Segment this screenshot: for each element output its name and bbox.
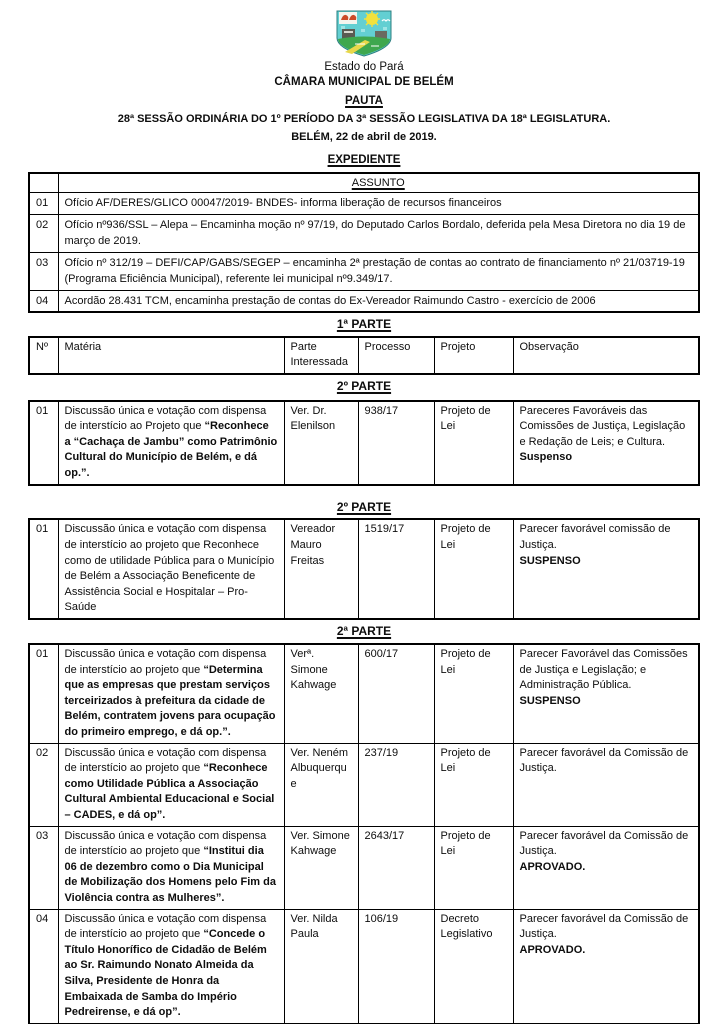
materia-emphasis: “Reconhece a “Cachaça de Jambu” como Patrimônio Cultural do Município de Belém, e dá op.”. [64, 420, 278, 480]
observacao-cell [513, 401, 699, 485]
projeto-cell: Projeto de Lei [434, 644, 513, 743]
processo-cell: 2643/17 [358, 826, 434, 909]
expediente-header-num-cell [29, 173, 58, 193]
processo-cell: 106/19 [358, 909, 434, 1024]
expediente-heading: EXPEDIENTE [327, 153, 401, 166]
parte-interessada-cell: Ver. Nilda Paula [284, 909, 358, 1024]
col-header-observacao: Observação [513, 337, 699, 374]
observacao-text: Parecer favorável da Comissão de Justiça. [519, 829, 689, 858]
parte-interessada-cell: Verª. Simone Kahwage [284, 644, 358, 743]
observacao-text: Parecer favorável da Comissão de Justiça. [519, 746, 689, 775]
processo-cell: 237/19 [358, 743, 434, 826]
status-text: SUSPENSO [519, 694, 581, 707]
expediente-row-number: 01 [29, 193, 58, 215]
expediente-row-number: 03 [29, 252, 58, 290]
observacao-cell [513, 909, 699, 1024]
agenda-row [29, 644, 699, 743]
parte-interessada-cell: Ver. Neném Albuquerque [284, 743, 358, 826]
parte2-table-2 [28, 518, 700, 620]
materia-emphasis: “Concede o Título Honorífico de Cidadão de Belém ao Sr. Raimundo Nonato Almeida da Silva, Presidente de Honra da Embaixada de Samba do Império Pedreirense, e dá op”. [64, 928, 267, 1019]
expediente-row [29, 252, 699, 290]
col-header-projeto: Projeto [434, 337, 513, 374]
materia-text: Discussão única e votação com dispensa de interstício ao projeto que [64, 829, 267, 858]
observacao-cell [513, 519, 699, 619]
parte2-table-1 [28, 400, 700, 486]
expediente-row-text: Ofício nº 312/19 – DEFI/CAP/GABS/SEGEP – encaminha 2ª prestação de contas ao contrato de financiamento nº 21/03719-19 (Programa Eficiência Municipal), referente lei municipal nº9.349/17. [58, 252, 699, 290]
crest-checker-2 [361, 29, 365, 32]
observacao-cell [513, 644, 699, 743]
materia-cell [58, 909, 284, 1024]
crest-building-windows [344, 31, 353, 33]
status-text: APROVADO. [519, 860, 586, 873]
expediente-row-text: Acordão 28.431 TCM, encaminha prestação de contas do Ex-Vereador Raimundo Castro - exercício de 2006 [58, 290, 699, 312]
col-header-parte-interessada: Parte Interessada [284, 337, 358, 374]
crest-sun-rays [364, 11, 380, 27]
status-text: Suspenso [519, 451, 573, 464]
materia-cell [58, 743, 284, 826]
projeto-cell: Projeto de Lei [434, 401, 513, 485]
observacao-text: Parecer favorável da Comissão de Justiça. [519, 912, 689, 941]
parte-interessada-cell: Ver. Dr. Elenilson [284, 401, 358, 485]
observacao-text: Pareceres Favoráveis das Comissões de Justiça, Legislação e Redação de Leis; e Cultura. [519, 404, 686, 448]
observacao-text: Parecer favorável comissão de Justiça. [519, 523, 671, 552]
row-number: 01 [29, 519, 58, 619]
belem-coat-of-arms-icon [335, 10, 393, 57]
status-text: SUSPENSO [519, 554, 581, 567]
row-number: 04 [29, 909, 58, 1024]
section-title: 2º PARTE [336, 378, 392, 393]
agenda-row [29, 909, 699, 1024]
processo-cell: 1519/17 [358, 519, 434, 619]
materia-emphasis: “Determina que as empresas que prestam serviços terceirizados à prefeitura da cidade de Belém, contratem jovens para ocupação do primeiro emprego, e dá op.”. [64, 663, 276, 738]
state-name: Estado do Pará [324, 61, 404, 73]
projeto-cell: Projeto de Lei [434, 826, 513, 909]
session-line: 28ª SESSÃO ORDINÁRIA DO 1º PERÍODO DA 3ª SESSÃO LEGISLATIVA DA 18ª LEGISLATURA. [117, 112, 611, 125]
date-line: BELÉM, 22 de abril de 2019. [291, 131, 437, 144]
processo-cell: 938/17 [358, 401, 434, 485]
projeto-cell: Decreto Legislativo [434, 909, 513, 1024]
processo-cell: 600/17 [358, 644, 434, 743]
materia-emphasis: “Reconhece como Utilidade Pública a Associação Cultural Ambiental Educacional e Social – CADES, e dá op”. [64, 762, 275, 821]
row-number: 01 [29, 401, 58, 485]
expediente-row [29, 214, 699, 252]
document-title: PAUTA [345, 94, 383, 107]
document-header [28, 10, 700, 168]
row-number: 02 [29, 743, 58, 826]
col-header-numero: Nº [29, 337, 58, 374]
expediente-row [29, 290, 699, 312]
col-header-processo: Processo [358, 337, 434, 374]
materia-text: Discussão única e votação com dispensa de interstício ao Projeto que [64, 404, 267, 433]
agenda-row [29, 401, 699, 485]
materia-cell [58, 519, 284, 619]
expediente-row-number: 02 [29, 214, 58, 252]
parte1-title: 1ª PARTE [336, 317, 392, 332]
observacao-cell [513, 743, 699, 826]
row-number: 01 [29, 644, 58, 743]
row-number: 03 [29, 826, 58, 909]
parte2-table-3 [28, 643, 700, 1024]
materia-text: Discussão única e votação com dispensa de interstício ao projeto que Reconhece como de utilidade Pública para o Município de Belém a Associação Beneficente de Assistência Social e Hospitalar – Pro-Saúde [64, 523, 275, 614]
materia-text: Discussão única e votação com dispensa de interstício ao projeto que [64, 912, 267, 941]
col-header-materia: Matéria [58, 337, 284, 374]
crest-checker-1 [341, 26, 345, 29]
expediente-row-number: 04 [29, 290, 58, 312]
materia-cell [58, 826, 284, 909]
materia-text: Discussão única e votação com dispensa de interstício ao projeto que [64, 647, 267, 676]
status-text: APROVADO. [519, 943, 586, 956]
columns-header-row [29, 337, 699, 374]
projeto-cell: Projeto de Lei [434, 519, 513, 619]
expediente-row-text: Ofício AF/DERES/GLICO 00047/2019- BNDES- informa liberação de recursos financeiros [58, 193, 699, 215]
expediente-table [28, 172, 700, 314]
expediente-header-row [29, 173, 699, 193]
crest-checker-3 [383, 27, 387, 30]
agenda-row [29, 743, 699, 826]
expediente-row-text: Ofício nº936/SSL – Alepa – Encaminha moção nº 97/19, do Deputado Carlos Bordalo, deferida pela Mesa Diretora no dia 19 de março de 2019. [58, 214, 699, 252]
materia-emphasis: “Institui dia 06 de dezembro como o Dia Municipal de Mobilização dos Homens pelo Fim da Violência contra as Mulheres”. [64, 845, 276, 905]
section-title: 2º PARTE [336, 499, 392, 514]
organization-name: CÂMARA MUNICIPAL DE BELÉM [274, 76, 454, 89]
materia-cell [58, 401, 284, 485]
agenda-row [29, 519, 699, 619]
parte1-columns-table [28, 336, 700, 375]
materia-cell [58, 644, 284, 743]
agenda-row [29, 826, 699, 909]
projeto-cell: Projeto de Lei [434, 743, 513, 826]
section-title: 2ª PARTE [336, 624, 392, 639]
expediente-row [29, 193, 699, 215]
parte-interessada-cell: Ver. Simone Kahwage [284, 826, 358, 909]
parte-interessada-cell: Vereador Mauro Freitas [284, 519, 358, 619]
observacao-cell [513, 826, 699, 909]
observacao-text: Parecer Favorável das Comissões de Justiça e Legislação; e Administração Pública. [519, 647, 688, 692]
materia-text: Discussão única e votação com dispensa de interstício ao projeto que [64, 746, 267, 775]
assunto-column-header: ASSUNTO [58, 173, 699, 193]
